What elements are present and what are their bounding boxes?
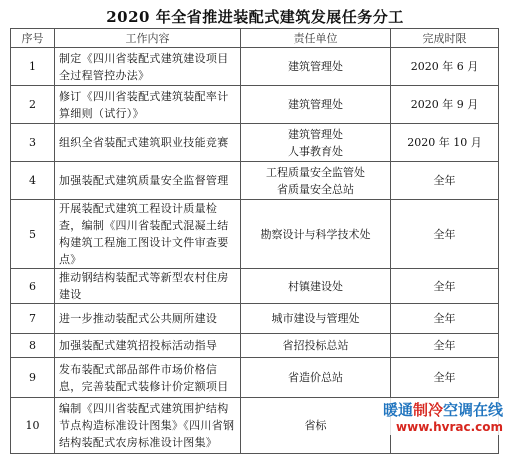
row-deadline: 2020 年 6 月 [391, 48, 499, 86]
table-row [11, 269, 499, 304]
table-row [11, 124, 499, 162]
row-no: 5 [11, 200, 55, 269]
row-unit: 省标 [241, 398, 391, 454]
table-row [11, 358, 499, 398]
row-content: 组织全省装配式建筑职业技能竞赛 [55, 124, 241, 162]
row-unit: 建筑管理处 人事教育处 [241, 124, 391, 162]
row-unit: 省造价总站 [241, 358, 391, 398]
row-deadline: 2020 年 10 月 [391, 124, 499, 162]
row-no: 9 [11, 358, 55, 398]
table-row [11, 304, 499, 334]
row-no: 4 [11, 162, 55, 200]
row-content: 加强装配式建筑质量安全监督管理 [55, 162, 241, 200]
header-unit: 责任单位 [241, 29, 391, 48]
watermark-cn-part: 暖通 [382, 401, 413, 419]
row-content: 发布装配式部品部件市场价格信息，完善装配式装修计价定额项目 [55, 358, 241, 398]
row-no: 3 [11, 124, 55, 162]
row-unit: 村镇建设处 [241, 269, 391, 304]
row-content: 进一步推动装配式公共厕所建设 [55, 304, 241, 334]
row-deadline: 全年 [391, 304, 499, 334]
row-no: 8 [11, 334, 55, 358]
table-row [11, 162, 499, 200]
row-deadline: 全年 [391, 358, 499, 398]
row-unit: 城市建设与管理处 [241, 304, 391, 334]
row-content: 推动钢结构装配式等新型农村住房建设 [55, 269, 241, 304]
row-content: 修订《四川省装配式建筑装配率计算细则（试行）》 [55, 86, 241, 124]
watermark-cn-part: 制冷 [412, 401, 443, 419]
table-row [11, 334, 499, 358]
row-content: 加强装配式建筑招投标活动指导 [55, 334, 241, 358]
row-unit: 省招投标总站 [241, 334, 391, 358]
document-title: 2020 年全省推进装配式建筑发展任务分工 [106, 8, 404, 26]
header-no: 序号 [11, 29, 55, 48]
table-header-row [11, 29, 499, 48]
row-no: 1 [11, 48, 55, 86]
row-no: 7 [11, 304, 55, 334]
watermark-cn-part: 空调 [442, 401, 473, 419]
row-unit: 建筑管理处 [241, 86, 391, 124]
table-row [11, 86, 499, 124]
watermark-cn-part: 在线 [472, 401, 503, 419]
row-unit: 工程质量安全监管处 省质量安全总站 [241, 162, 391, 200]
row-content: 开展装配式建筑工程设计质量检查，编制《四川省装配式混凝土结构建筑工程施工图设计文件审查要点》 [55, 200, 241, 269]
row-content: 编制《四川省装配式建筑围护结构节点构造标准设计图集》《四川省钢结构装配式农房标准设计图集》 [55, 398, 241, 454]
row-content: 制定《四川省装配式建筑建设项目全过程管控办法》 [55, 48, 241, 86]
row-no: 6 [11, 269, 55, 304]
header-deadline: 完成时限 [391, 29, 499, 48]
row-deadline: 全年 [391, 334, 499, 358]
site-watermark [380, 398, 506, 435]
row-deadline: 全年 [391, 162, 499, 200]
row-unit: 勘察设计与科学技术处 [241, 200, 391, 269]
row-deadline: 全年 [391, 269, 499, 304]
header-content: 工作内容 [55, 29, 241, 48]
task-table [10, 28, 499, 454]
row-unit: 建筑管理处 [241, 48, 391, 86]
table-row [11, 200, 499, 269]
row-no: 2 [11, 86, 55, 124]
row-deadline: 全年 [391, 200, 499, 269]
table-row [11, 48, 499, 86]
watermark-cn [383, 399, 503, 420]
watermark-url: www.hvrac.com [396, 420, 503, 434]
row-no: 10 [11, 398, 55, 454]
row-deadline: 2020 年 9 月 [391, 86, 499, 124]
